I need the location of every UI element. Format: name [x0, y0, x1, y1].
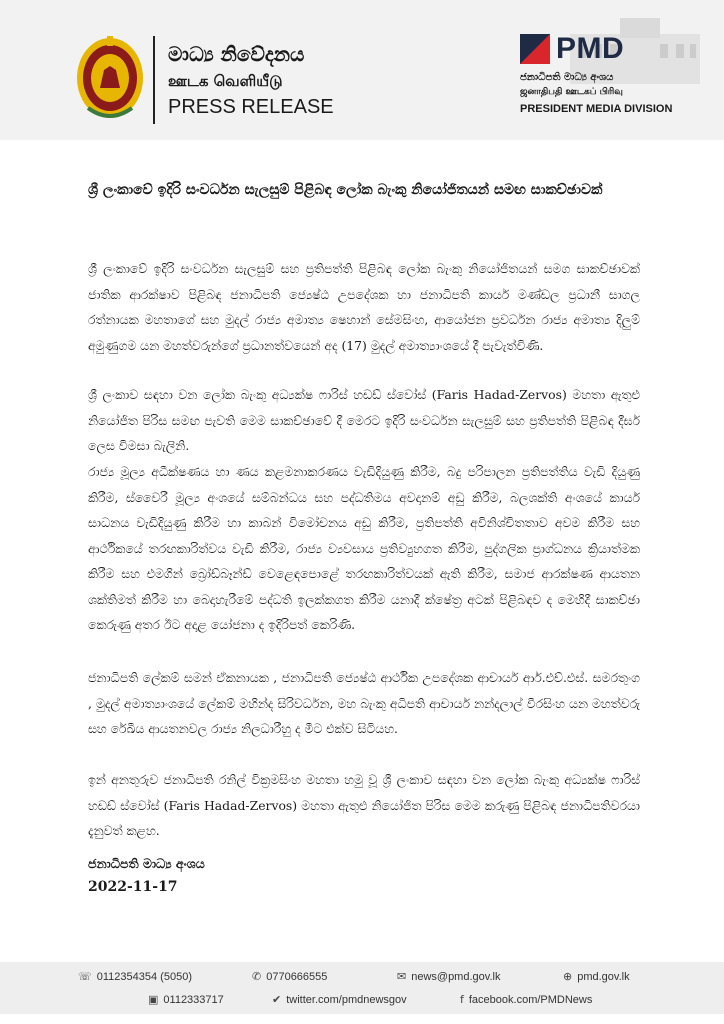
footer-email-text[interactable]: news@pmd.gov.lk	[411, 970, 501, 983]
fax-icon: ▣	[148, 993, 159, 1006]
sri-lanka-emblem-icon	[74, 34, 146, 120]
header-title-sinhala: මාධ්‍ය නිවේදනය	[168, 42, 305, 66]
twitter-icon: ✔	[272, 993, 282, 1006]
paragraph-2: ශ්‍රී ලංකාව සඳහා වන ලෝක බැංකු අධ්‍යක්ෂ ෆාරිස් හඩඩ් ස්වෝස් (Faris Hadad-Zervos) මහතා ඇතුළු නියෝජිත පිරිස සමඟ පැවති මෙම සාකච්ඡාවේ දී මෙරට ඉදිරි සංවර්ධන සැලසුම් සහ ප්‍රතිපත්ති පිළිබඳ දීර්ඝ ලෙස විමසා බැලිනි.	[88, 387, 640, 453]
mobile-icon: ✆	[252, 970, 262, 983]
pmd-logo-text: PMD	[556, 32, 625, 65]
division-name-english: PRESIDENT MEDIA DIVISION	[520, 103, 673, 115]
paragraph-1: ශ්‍රී ලංකාවේ ඉදිරි සංවර්ධන සැලසුම් සහ ප්‍රතිපත්ති පිළිබඳ ලෝක බැංකු නියෝජිතයන් සමග සාකච්ඡාවක් ජාතික ආරක්ෂාව පිළිබඳ ජනාධිපති ජ්‍යෙෂ්ඨ උපදේශක හා ජනාධිපති කාර්ය මණ්ඩල ප්‍රධානී සාගල රත්නායක මහතාගේ සහ මුදල් රාජ්‍ය අමාත්‍ය ෂෙහාන් සේමසිංහ, ආයෝජන ප්‍රවර්ධන රාජ්‍ය අමාත්‍ය දිලුම් අමුණුගම යන මහත්වරුන්ගේ ප්‍රධානත්වයෙන් අද (17) මුදල් අමාත්‍යාංශයේ දී පැවැත්විණි.	[88, 261, 640, 353]
facebook-icon: f	[460, 993, 464, 1006]
footer-mobile	[252, 970, 327, 983]
footer-email[interactable]	[397, 970, 500, 983]
footer-fax	[148, 993, 224, 1006]
footer-twitter-text[interactable]: twitter.com/pmdnewsgov	[286, 993, 407, 1006]
release-date: 2022-11-17	[88, 879, 178, 895]
globe-icon: ⊕	[563, 970, 573, 983]
paragraph-3: රාජ්‍ය මූල්‍ය අධීක්ෂණය හා ණය කළමනාකරණය වැඩිදියුණු කිරීම, බදු පරිපාලන ප්‍රතිපත්තිය වැඩි දියුණු කිරීම, ස්වෛරී මූල්‍ය අංශයේ සම්බන්ධය සහ පද්ධතිමය අවදානම් අඩු කිරීම, බලශක්ති අංශයේ කාර්ය සාධනය වැඩිදියුණු කිරීම හා කාබන් විමෝචනය අඩු කිරීම, ප්‍රතිපත්ති අවිනිශ්චිතතාව අවම කිරීම සහ ආර්ථිකයේ තරඟකාරිත්වය වැඩි කිරීම, රාජ්‍ය ව්‍යවසාය ප්‍රතිව්‍යුහගත කිරීම, පුද්ගලික ප්‍රාග්ධනය ක්‍රියාත්මක කිරීම සහ එමගින් බ්‍රෝඩ්බෑන්ඩ් වෙළෙඳපොළේ තරඟකාරිත්වයක් ඇති කිරීම, සමාජ ආරක්ෂණ ආයතන ශක්තිමත් කිරීම හා බෙදාහැරීමේ පද්ධති ඉලක්කගත කිරීම යනාදී ක්ෂේත්‍ර අටක් පිළිබඳව ද මෙහිදී සාකච්ඡා කෙරුණු අතර ඊට අදාළ යෝජනා ද ඉදිරිපත් කෙරිණි.	[88, 464, 640, 632]
division-name-sinhala: ජනාධිපති මාධ්‍ය අංශය	[520, 72, 614, 83]
footer-facebook[interactable]	[460, 993, 592, 1006]
footer-phone-text: 0112354354 (5050)	[96, 970, 192, 983]
article-title: ශ්‍රී ලංකාවේ ඉදිරි සංවර්ධන සැලසුම් පිළිබඳ ලෝක බැංකු නියෝජිතයන් සමඟ සාකච්ඡාවක්	[88, 182, 603, 198]
footer-phone	[78, 970, 192, 983]
footer-twitter[interactable]	[272, 993, 407, 1006]
paragraph-5: ඉන් අනතුරුව ජනාධිපති රනිල් වික්‍රමසිංහ මහතා හමු වූ ශ්‍රී ලංකාව සඳහා වන ලෝක බැංකු අධ්‍යක්ෂ ෆාරිස් හඩඩ් ස්වෝස් (Faris Hadad-Zervos) මහතා ඇතුළු නියෝජිත පිරිස මෙම කරුණු පිළිබඳ ජනාධිපතිවරයා දැනුවත් කළහ.	[88, 772, 640, 838]
email-icon: ✉	[397, 970, 407, 983]
signature: ජනාධිපති මාධ්‍ය අංශය	[88, 856, 205, 871]
footer-website[interactable]	[563, 970, 630, 983]
phone-icon: ☏	[78, 970, 92, 983]
footer-facebook-text[interactable]: facebook.com/PMDNews	[468, 993, 593, 1006]
header-title-tamil: ஊடக வெளியீடு	[168, 72, 283, 90]
page-footer	[0, 962, 724, 1014]
pmd-logo-icon	[520, 34, 550, 64]
page-header	[0, 0, 724, 140]
paragraph-4: ජනාධිපති ලේකම් සමන් ඒකනායක , ජනාධිපති ජ්‍යෙෂ්ඨ ආර්ථික උපදේශක ආචාර්ය ආර්.එච්.එස්. සමරතුංග , මුදල් අමාත්‍යාංශයේ ලේකම් මහින්ද සිරිවර්ධන, මහ බැංකු අධිපති ආචාර්ය නන්දලාල් වීරසිංහ යන මහත්වරු සහ රේඛීය ආයතනවල රාජ්‍ය නිලධාරීහු ද මීට එක්ව සිටියහ.	[88, 670, 640, 736]
footer-mobile-text: 0770666555	[266, 970, 328, 983]
footer-website-text[interactable]: pmd.gov.lk	[577, 970, 630, 983]
header-divider	[153, 36, 155, 124]
division-name-tamil: ஜனாதிபதி ஊடகப் பிரிவு	[520, 87, 623, 97]
header-title-english: PRESS RELEASE	[168, 96, 334, 118]
footer-fax-text: 0112333717	[163, 993, 224, 1006]
